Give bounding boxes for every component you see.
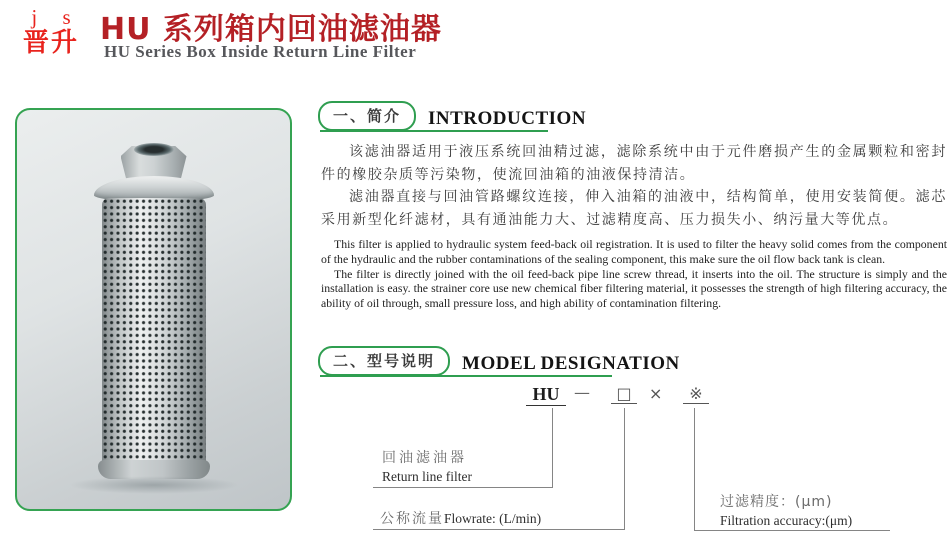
model-label-return-filter-en: Return line filter	[382, 469, 472, 484]
section-intro-header	[318, 101, 586, 131]
model-label-flowrate	[380, 508, 541, 528]
model-flowrate-placeholder: □	[611, 384, 637, 404]
leader-line-vertical-prefix	[552, 408, 553, 487]
section-model-underline	[320, 375, 612, 377]
section-model-header	[318, 346, 680, 376]
brand-logo-initials: j s	[31, 5, 81, 29]
leader-line-horizontal-accuracy	[694, 530, 890, 531]
intro-zh-paragraph: 该滤油器适用于液压系统回油精过滤，滤除系统中由于元件磨损产生的金属颗粒和密封件的橡胶杂质等污染物，使流回油箱的油液保持清洁。	[321, 144, 947, 183]
model-label-flowrate-zh: 公称流量	[380, 511, 444, 527]
model-dash: —	[574, 383, 590, 402]
intro-en-paragraph: The filter is directly joined with the oil feed-back pipe line screw thread, it inserts into the oil. The structure is simply and the installation is easy. the strainer core use new chemical fiber filtering material, it possesses the strength of high filtering accuracy, the ability of oil through, small pressure loss, and high ability of contamination filtering.	[321, 266, 947, 311]
page-subtitle: HU Series Box Inside Return Line Filter	[104, 42, 417, 61]
model-label-accuracy	[720, 491, 852, 529]
model-accuracy-placeholder: ※	[683, 384, 709, 404]
intro-text-zh	[321, 141, 947, 231]
model-label-return-filter	[382, 447, 472, 485]
leader-line-horizontal-flowrate	[373, 529, 625, 530]
model-label-accuracy-zh: 过滤精度：(μm)	[720, 494, 833, 510]
model-label-flowrate-en: Flowrate: (L/min)	[444, 511, 542, 526]
model-label-return-filter-zh: 回油滤油器	[382, 450, 467, 466]
filter-threaded-hole	[134, 143, 174, 156]
filter-shadow	[69, 476, 239, 494]
intro-en-paragraph: This filter is applied to hydraulic system feed-back oil registration. It is used to filter the heavy solid comes from the component of the hydraulic and the rubber contaminations of the sealing component, this make sure the oil flow back tank is clean.	[321, 237, 947, 266]
section-model-pill: 二、型号说明	[318, 346, 450, 376]
section-model-heading: MODEL DESIGNATION	[462, 353, 680, 374]
brand-logo-name: 晋升	[22, 28, 79, 59]
page-title: HU 系列箱内回油滤油器	[100, 12, 442, 47]
product-photo	[15, 108, 292, 511]
brand-logo	[16, 6, 86, 58]
model-multiply-sign: ×	[649, 384, 663, 403]
model-prefix: HU	[526, 384, 566, 406]
leader-line-vertical-accuracy	[694, 408, 695, 530]
intro-zh-paragraph: 滤油器直接与回油管路螺纹连接，伸入油箱的油液中，结构简单，使用安装简便。滤芯采用新型化纤滤材，具有通油能力大、过滤精度高、压力损失小、纳污量大等优点。	[321, 189, 947, 228]
filter-perforated-body	[102, 198, 206, 464]
leader-line-horizontal-return-filter	[373, 487, 553, 488]
section-intro-pill: 一、简介	[318, 101, 416, 131]
leader-line-vertical-flowrate	[624, 408, 625, 529]
section-intro-underline	[320, 130, 548, 132]
section-intro-heading: INTRODUCTION	[428, 108, 587, 129]
model-label-accuracy-en: Filtration accuracy:(μm)	[720, 513, 853, 528]
intro-text-en	[321, 237, 947, 311]
